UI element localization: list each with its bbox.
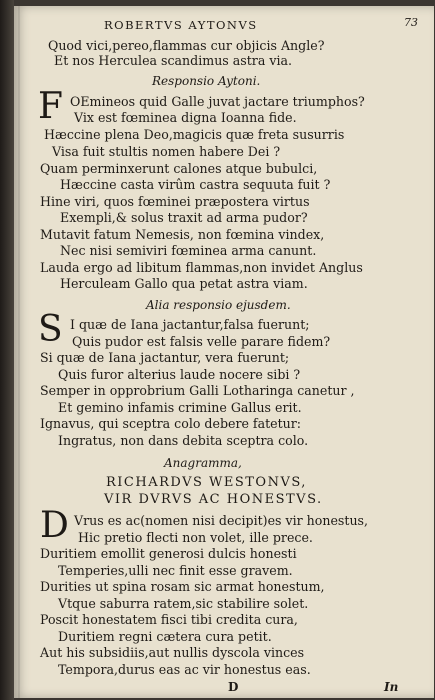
book-page — [14, 6, 434, 698]
verse-line: Mutavit fatum Nemesis, non fœmina vindex, — [40, 227, 325, 242]
running-title: ROBERTVS AYTONVS — [104, 18, 258, 32]
verse-line: Duritiem regni cætera cura petit. — [58, 629, 272, 644]
verse-line: Poscit honestatem fisci tibi credita cura, — [40, 612, 298, 627]
page-content — [14, 6, 434, 698]
verse-line: Lauda ergo ad libitum flammas,non invidet Anglus — [40, 260, 363, 275]
verse-line: Temperies,ulli nec finit esse gravem. — [58, 563, 293, 578]
verse-line: Nec nisi semiviri fœminea arma canunt. — [60, 243, 317, 258]
anagram-name: RICHARDVS WESTONVS, — [106, 475, 307, 490]
verse-line: Tempora,durus eas ac vir honestus eas. — [58, 662, 311, 677]
page-number: 73 — [404, 16, 418, 29]
intro-line: Et nos Herculea scandimus astra via. — [54, 53, 292, 68]
verse-line: Aut his subsidiis,aut nullis dyscola vinces — [40, 645, 305, 660]
verse-line: Et gemino infamis crimine Gallus erit. — [58, 400, 302, 415]
verse-line: Hæccine casta virûm castra sequuta fuit ? — [60, 177, 331, 192]
verse-line: Hæccine plena Deo,magicis quæ freta susurris — [44, 127, 345, 142]
verse-line: I quæ de Iana jactantur,falsa fuerunt; — [70, 317, 310, 332]
verse-line: Hine viri, quos fœminei præpostera virtus — [40, 194, 310, 209]
verse-line: Vix est fœminea digna Ioanna fide. — [74, 110, 297, 125]
section-heading: Alia responsio ejusdem. — [146, 298, 291, 312]
verse-line: Vtque saburra ratem,sic stabilire solet. — [58, 596, 309, 611]
section-heading: Anagramma, — [164, 456, 242, 470]
drop-cap: F — [38, 86, 63, 127]
verse-line: Quam perminxerunt calones atque bubulci, — [40, 161, 318, 176]
verse-line: Hic pretio flecti non volet, ille prece. — [78, 530, 313, 545]
verse-line: Si quæ de Iana jactantur, vera fuerunt; — [40, 350, 290, 365]
catchword: In — [384, 680, 399, 694]
verse-line: Ingratus, non dans debita sceptra colo. — [58, 433, 309, 448]
verse-line: Duritiem emollit generosi dulcis honesti — [40, 546, 297, 561]
verse-line: Durities ut spina rosam sic armat honestum, — [40, 579, 325, 594]
verse-line: Semper in opprobrium Galli Lotharinga canetur , — [40, 383, 355, 398]
verse-line: OEmineos quid Galle juvat jactare triumphos? — [70, 94, 365, 109]
signature-mark: D — [228, 680, 239, 694]
book-gutter — [0, 0, 14, 700]
intro-line: Quod vici,pereo,flammas cur objicis Angle? — [48, 38, 325, 53]
drop-cap: S — [38, 309, 63, 350]
verse-line: Herculeam Gallo qua petat astra viam. — [60, 276, 308, 291]
verse-line: Quis furor alterius laude nocere sibi ? — [58, 367, 301, 382]
verse-line: Ignavus, qui sceptra colo debere fatetur: — [40, 416, 302, 431]
verse-line: Quis pudor est falsis velle parare fidem? — [72, 334, 331, 349]
section-heading: Responsio Aytoni. — [152, 74, 261, 88]
verse-line: Exempli,& solus traxit ad arma pudor? — [60, 210, 308, 225]
verse-line: Visa fuit stultis nomen habere Dei ? — [52, 144, 281, 159]
anagram-result: VIR DVRVS AC HONESTVS. — [104, 492, 323, 507]
drop-cap: D — [40, 505, 69, 546]
verse-line: Vrus es ac(nomen nisi decipit)es vir honestus, — [74, 513, 369, 528]
